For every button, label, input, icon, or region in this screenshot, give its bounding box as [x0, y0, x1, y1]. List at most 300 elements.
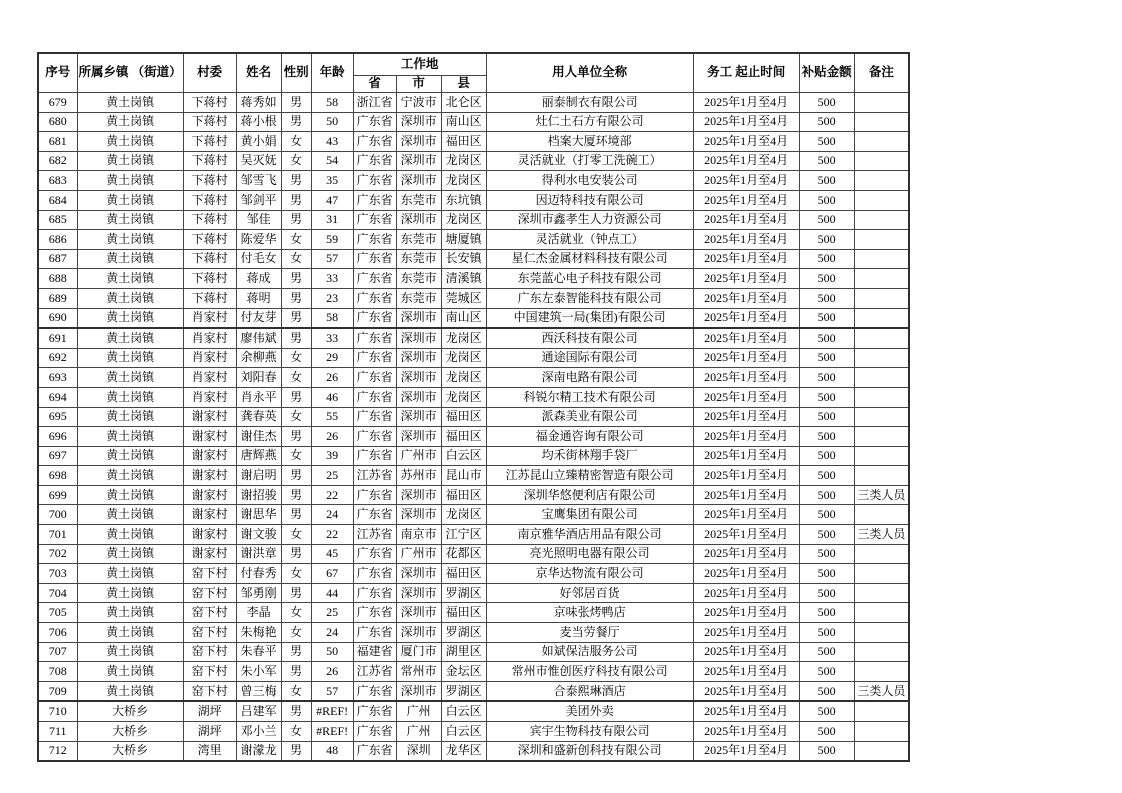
cell-name: 刘阳春	[236, 368, 281, 388]
cell-remark	[854, 230, 909, 250]
header-province: 省	[353, 76, 396, 93]
cell-township: 黄土岗镇	[77, 308, 183, 328]
cell-period: 2025年1月至4月	[693, 210, 799, 230]
cell-name: 谢洪章	[236, 544, 281, 564]
cell-period: 2025年1月至4月	[693, 603, 799, 623]
cell-province: 广东省	[353, 269, 396, 289]
cell-name: 蒋小根	[236, 112, 281, 132]
table-row	[38, 525, 909, 545]
cell-gender: 男	[281, 466, 311, 486]
cell-amount: 500	[799, 681, 854, 701]
cell-village: 湖坪	[183, 722, 236, 742]
cell-city: 深圳市	[396, 151, 441, 171]
cell-period: 2025年1月至4月	[693, 564, 799, 584]
table-row	[38, 544, 909, 564]
cell-remark	[854, 112, 909, 132]
cell-serial: 711	[38, 722, 77, 742]
cell-village: 谢家村	[183, 544, 236, 564]
cell-serial: 682	[38, 151, 77, 171]
cell-province: 广东省	[353, 387, 396, 407]
cell-employer: 合泰熙琳酒店	[486, 681, 693, 701]
table-row	[38, 407, 909, 427]
cell-province: 广东省	[353, 348, 396, 368]
cell-name: 谢思华	[236, 505, 281, 525]
cell-period: 2025年1月至4月	[693, 132, 799, 152]
cell-province: 江苏省	[353, 525, 396, 545]
cell-period: 2025年1月至4月	[693, 662, 799, 682]
cell-township: 黄土岗镇	[77, 466, 183, 486]
cell-period: 2025年1月至4月	[693, 505, 799, 525]
cell-township: 黄土岗镇	[77, 603, 183, 623]
cell-gender: 男	[281, 642, 311, 662]
cell-county: 罗湖区	[441, 583, 486, 603]
cell-employer: 美团外卖	[486, 701, 693, 721]
cell-city: 宁波市	[396, 93, 441, 113]
table-row	[38, 190, 909, 210]
table-row	[38, 722, 909, 742]
cell-county: 福田区	[441, 603, 486, 623]
cell-village: 肖家村	[183, 308, 236, 328]
cell-gender: 男	[281, 544, 311, 564]
header-county: 县	[441, 76, 486, 93]
table-row	[38, 387, 909, 407]
cell-age: #REF!	[311, 701, 353, 721]
cell-county: 湖里区	[441, 642, 486, 662]
cell-province: 广东省	[353, 190, 396, 210]
cell-name: 付友芽	[236, 308, 281, 328]
cell-name: 谢濛龙	[236, 741, 281, 761]
cell-period: 2025年1月至4月	[693, 544, 799, 564]
table-row	[38, 230, 909, 250]
table-row	[38, 466, 909, 486]
cell-city: 深圳市	[396, 132, 441, 152]
cell-age: 24	[311, 505, 353, 525]
cell-serial: 696	[38, 427, 77, 447]
cell-remark	[854, 505, 909, 525]
cell-name: 邓小兰	[236, 722, 281, 742]
cell-period: 2025年1月至4月	[693, 681, 799, 701]
cell-remark	[854, 741, 909, 761]
cell-amount: 500	[799, 505, 854, 525]
cell-city: 深圳市	[396, 583, 441, 603]
cell-employer: 京华达物流有限公司	[486, 564, 693, 584]
cell-city: 深圳市	[396, 348, 441, 368]
cell-amount: 500	[799, 623, 854, 643]
cell-name: 曾三梅	[236, 681, 281, 701]
cell-name: 蒋秀如	[236, 93, 281, 113]
cell-township: 黄土岗镇	[77, 623, 183, 643]
cell-age: 26	[311, 427, 353, 447]
cell-province: 广东省	[353, 681, 396, 701]
cell-age: 54	[311, 151, 353, 171]
table-row	[38, 701, 909, 721]
cell-remark	[854, 387, 909, 407]
cell-period: 2025年1月至4月	[693, 583, 799, 603]
cell-amount: 500	[799, 249, 854, 269]
cell-amount: 500	[799, 466, 854, 486]
cell-remark	[854, 308, 909, 328]
cell-township: 黄土岗镇	[77, 681, 183, 701]
cell-employer: 福金通咨询有限公司	[486, 427, 693, 447]
cell-village: 谢家村	[183, 446, 236, 466]
cell-township: 黄土岗镇	[77, 210, 183, 230]
cell-age: 23	[311, 288, 353, 308]
cell-employer: 广东左泰智能科技有限公司	[486, 288, 693, 308]
table-row	[38, 662, 909, 682]
cell-province: 广东省	[353, 230, 396, 250]
cell-city: 深圳市	[396, 505, 441, 525]
cell-amount: 500	[799, 722, 854, 742]
cell-county: 罗湖区	[441, 623, 486, 643]
cell-period: 2025年1月至4月	[693, 171, 799, 191]
cell-township: 黄土岗镇	[77, 249, 183, 269]
table-row	[38, 583, 909, 603]
cell-gender: 女	[281, 368, 311, 388]
cell-age: 46	[311, 387, 353, 407]
cell-remark	[854, 190, 909, 210]
cell-name: 唐辉燕	[236, 446, 281, 466]
cell-age: 44	[311, 583, 353, 603]
cell-amount: 500	[799, 407, 854, 427]
cell-village: 下蒋村	[183, 132, 236, 152]
cell-remark	[854, 151, 909, 171]
cell-amount: 500	[799, 288, 854, 308]
cell-city: 东莞市	[396, 249, 441, 269]
cell-township: 黄土岗镇	[77, 93, 183, 113]
cell-name: 蒋明	[236, 288, 281, 308]
cell-county: 龙岗区	[441, 387, 486, 407]
cell-amount: 500	[799, 151, 854, 171]
cell-gender: 男	[281, 328, 311, 348]
cell-amount: 500	[799, 348, 854, 368]
cell-employer: 深圳华悠便利店有限公司	[486, 485, 693, 505]
cell-employer: 西沃科技有限公司	[486, 328, 693, 348]
cell-age: 39	[311, 446, 353, 466]
cell-county: 龙岗区	[441, 151, 486, 171]
cell-county: 福田区	[441, 132, 486, 152]
cell-amount: 500	[799, 368, 854, 388]
cell-remark: 三类人员	[854, 525, 909, 545]
cell-age: 67	[311, 564, 353, 584]
cell-remark	[854, 132, 909, 152]
cell-remark	[854, 662, 909, 682]
cell-amount: 500	[799, 190, 854, 210]
cell-serial: 692	[38, 348, 77, 368]
cell-amount: 500	[799, 525, 854, 545]
cell-remark	[854, 407, 909, 427]
cell-period: 2025年1月至4月	[693, 427, 799, 447]
cell-name: 李晶	[236, 603, 281, 623]
cell-township: 黄土岗镇	[77, 407, 183, 427]
cell-serial: 693	[38, 368, 77, 388]
header-name: 姓名	[236, 53, 281, 93]
cell-city: 东莞市	[396, 190, 441, 210]
header-city: 市	[396, 76, 441, 93]
cell-age: 50	[311, 642, 353, 662]
table-row	[38, 681, 909, 701]
cell-county: 清溪镇	[441, 269, 486, 289]
cell-county: 南山区	[441, 308, 486, 328]
cell-village: 下蒋村	[183, 93, 236, 113]
cell-age: 48	[311, 741, 353, 761]
cell-county: 金坛区	[441, 662, 486, 682]
cell-name: 邹剑平	[236, 190, 281, 210]
cell-remark	[854, 93, 909, 113]
cell-serial: 700	[38, 505, 77, 525]
cell-province: 江苏省	[353, 662, 396, 682]
cell-remark	[854, 446, 909, 466]
cell-employer: 麦当劳餐厅	[486, 623, 693, 643]
cell-age: 25	[311, 466, 353, 486]
cell-city: 苏州市	[396, 466, 441, 486]
cell-age: 22	[311, 485, 353, 505]
cell-gender: 男	[281, 112, 311, 132]
cell-serial: 684	[38, 190, 77, 210]
cell-name: 朱春平	[236, 642, 281, 662]
cell-province: 广东省	[353, 505, 396, 525]
cell-serial: 707	[38, 642, 77, 662]
cell-city: 深圳	[396, 741, 441, 761]
cell-province: 广东省	[353, 544, 396, 564]
cell-amount: 500	[799, 210, 854, 230]
table-row	[38, 288, 909, 308]
cell-age: 50	[311, 112, 353, 132]
table-row	[38, 210, 909, 230]
cell-gender: 男	[281, 171, 311, 191]
cell-amount: 500	[799, 544, 854, 564]
cell-amount: 500	[799, 230, 854, 250]
cell-period: 2025年1月至4月	[693, 466, 799, 486]
cell-county: 龙岗区	[441, 505, 486, 525]
cell-province: 福建省	[353, 642, 396, 662]
cell-serial: 708	[38, 662, 77, 682]
cell-gender: 女	[281, 623, 311, 643]
cell-period: 2025年1月至4月	[693, 407, 799, 427]
cell-age: 55	[311, 407, 353, 427]
cell-city: 深圳市	[396, 623, 441, 643]
cell-serial: 699	[38, 485, 77, 505]
cell-city: 南京市	[396, 525, 441, 545]
cell-township: 黄土岗镇	[77, 288, 183, 308]
cell-gender: 女	[281, 446, 311, 466]
cell-age: 31	[311, 210, 353, 230]
header-gender: 性别	[281, 53, 311, 93]
cell-province: 广东省	[353, 427, 396, 447]
cell-gender: 男	[281, 701, 311, 721]
cell-name: 余柳燕	[236, 348, 281, 368]
cell-province: 广东省	[353, 583, 396, 603]
cell-county: 福田区	[441, 407, 486, 427]
cell-period: 2025年1月至4月	[693, 722, 799, 742]
cell-age: 26	[311, 368, 353, 388]
cell-serial: 689	[38, 288, 77, 308]
header-remark: 备注	[854, 53, 909, 93]
cell-province: 广东省	[353, 722, 396, 742]
cell-age: 24	[311, 623, 353, 643]
table-row	[38, 348, 909, 368]
cell-serial: 703	[38, 564, 77, 584]
cell-period: 2025年1月至4月	[693, 485, 799, 505]
cell-employer: 通途国际有限公司	[486, 348, 693, 368]
cell-remark	[854, 171, 909, 191]
table-row	[38, 505, 909, 525]
cell-employer: 宾宇生物科技有限公司	[486, 722, 693, 742]
cell-gender: 女	[281, 151, 311, 171]
cell-name: 谢佳杰	[236, 427, 281, 447]
cell-gender: 男	[281, 269, 311, 289]
cell-period: 2025年1月至4月	[693, 642, 799, 662]
cell-county: 莞城区	[441, 288, 486, 308]
cell-province: 广东省	[353, 603, 396, 623]
cell-city: 深圳市	[396, 681, 441, 701]
cell-city: 厦门市	[396, 642, 441, 662]
cell-remark	[854, 368, 909, 388]
cell-province: 广东省	[353, 485, 396, 505]
cell-gender: 女	[281, 525, 311, 545]
cell-name: 邹勇刚	[236, 583, 281, 603]
cell-gender: 男	[281, 741, 311, 761]
cell-village: 肖家村	[183, 328, 236, 348]
cell-employer: 派森美业有限公司	[486, 407, 693, 427]
cell-province: 广东省	[353, 132, 396, 152]
cell-township: 黄土岗镇	[77, 171, 183, 191]
cell-employer: 科锐尔精工技术有限公司	[486, 387, 693, 407]
cell-township: 黄土岗镇	[77, 564, 183, 584]
cell-township: 大桥乡	[77, 701, 183, 721]
cell-age: 22	[311, 525, 353, 545]
cell-gender: 男	[281, 387, 311, 407]
cell-province: 广东省	[353, 328, 396, 348]
cell-employer: 好邻居百货	[486, 583, 693, 603]
cell-township: 黄土岗镇	[77, 368, 183, 388]
cell-village: 湖坪	[183, 701, 236, 721]
subsidy-roster-table	[37, 52, 910, 762]
cell-name: 付毛女	[236, 249, 281, 269]
cell-township: 黄土岗镇	[77, 328, 183, 348]
cell-name: 邹雪飞	[236, 171, 281, 191]
cell-remark	[854, 249, 909, 269]
cell-employer: 京味张烤鸭店	[486, 603, 693, 623]
cell-remark	[854, 564, 909, 584]
cell-serial: 697	[38, 446, 77, 466]
cell-remark	[854, 466, 909, 486]
cell-employer: 得利水电安装公司	[486, 171, 693, 191]
cell-county: 长安镇	[441, 249, 486, 269]
cell-employer: 中国建筑一局(集团)有限公司	[486, 308, 693, 328]
cell-serial: 694	[38, 387, 77, 407]
cell-gender: 男	[281, 93, 311, 113]
cell-amount: 500	[799, 112, 854, 132]
cell-village: 谢家村	[183, 485, 236, 505]
cell-remark	[854, 210, 909, 230]
cell-county: 龙岗区	[441, 328, 486, 348]
cell-village: 下蒋村	[183, 190, 236, 210]
cell-period: 2025年1月至4月	[693, 93, 799, 113]
table-row	[38, 308, 909, 328]
cell-village: 谢家村	[183, 407, 236, 427]
cell-name: 谢招骏	[236, 485, 281, 505]
table-row	[38, 642, 909, 662]
cell-amount: 500	[799, 132, 854, 152]
cell-gender: 女	[281, 407, 311, 427]
table-row	[38, 112, 909, 132]
cell-township: 大桥乡	[77, 741, 183, 761]
cell-village: 下蒋村	[183, 230, 236, 250]
table-header	[38, 53, 909, 93]
table-row	[38, 171, 909, 191]
table-row	[38, 249, 909, 269]
cell-name: 蒋成	[236, 269, 281, 289]
cell-employer: 南京雅华酒店用品有限公司	[486, 525, 693, 545]
cell-gender: 男	[281, 485, 311, 505]
cell-gender: 女	[281, 249, 311, 269]
cell-amount: 500	[799, 308, 854, 328]
header-township: 所属乡镇 （街道）	[77, 53, 183, 93]
cell-age: 33	[311, 269, 353, 289]
cell-age: 58	[311, 308, 353, 328]
cell-province: 广东省	[353, 623, 396, 643]
cell-village: 下蒋村	[183, 288, 236, 308]
cell-period: 2025年1月至4月	[693, 387, 799, 407]
cell-amount: 500	[799, 642, 854, 662]
cell-employer: 灶仁土石方有限公司	[486, 112, 693, 132]
cell-gender: 男	[281, 662, 311, 682]
cell-county: 白云区	[441, 722, 486, 742]
table-row	[38, 446, 909, 466]
cell-period: 2025年1月至4月	[693, 525, 799, 545]
cell-remark	[854, 427, 909, 447]
cell-province: 广东省	[353, 210, 396, 230]
cell-age: 57	[311, 681, 353, 701]
cell-employer: 深圳和盛新创科技有限公司	[486, 741, 693, 761]
table-row	[38, 485, 909, 505]
cell-age: 57	[311, 249, 353, 269]
cell-name: 谢启明	[236, 466, 281, 486]
cell-remark: 三类人员	[854, 485, 909, 505]
cell-village: 窑下村	[183, 603, 236, 623]
cell-remark	[854, 544, 909, 564]
cell-province: 广东省	[353, 564, 396, 584]
cell-province: 广东省	[353, 112, 396, 132]
cell-township: 黄土岗镇	[77, 583, 183, 603]
cell-village: 下蒋村	[183, 112, 236, 132]
cell-amount: 500	[799, 701, 854, 721]
cell-employer: 灵活就业（打零工洗碗工）	[486, 151, 693, 171]
cell-amount: 500	[799, 269, 854, 289]
cell-province: 广东省	[353, 249, 396, 269]
cell-village: 谢家村	[183, 427, 236, 447]
cell-township: 黄土岗镇	[77, 230, 183, 250]
cell-city: 广州市	[396, 446, 441, 466]
table-row	[38, 741, 909, 761]
cell-period: 2025年1月至4月	[693, 269, 799, 289]
cell-county: 龙岗区	[441, 368, 486, 388]
cell-city: 深圳市	[396, 308, 441, 328]
cell-age: 35	[311, 171, 353, 191]
table-row	[38, 269, 909, 289]
cell-serial: 709	[38, 681, 77, 701]
cell-city: 深圳市	[396, 387, 441, 407]
cell-serial: 685	[38, 210, 77, 230]
cell-employer: 亮光照明电器有限公司	[486, 544, 693, 564]
cell-village: 肖家村	[183, 348, 236, 368]
cell-gender: 女	[281, 681, 311, 701]
cell-county: 龙华区	[441, 741, 486, 761]
cell-employer: 如斌保洁服务公司	[486, 642, 693, 662]
cell-province: 广东省	[353, 171, 396, 191]
cell-township: 黄土岗镇	[77, 544, 183, 564]
cell-serial: 704	[38, 583, 77, 603]
